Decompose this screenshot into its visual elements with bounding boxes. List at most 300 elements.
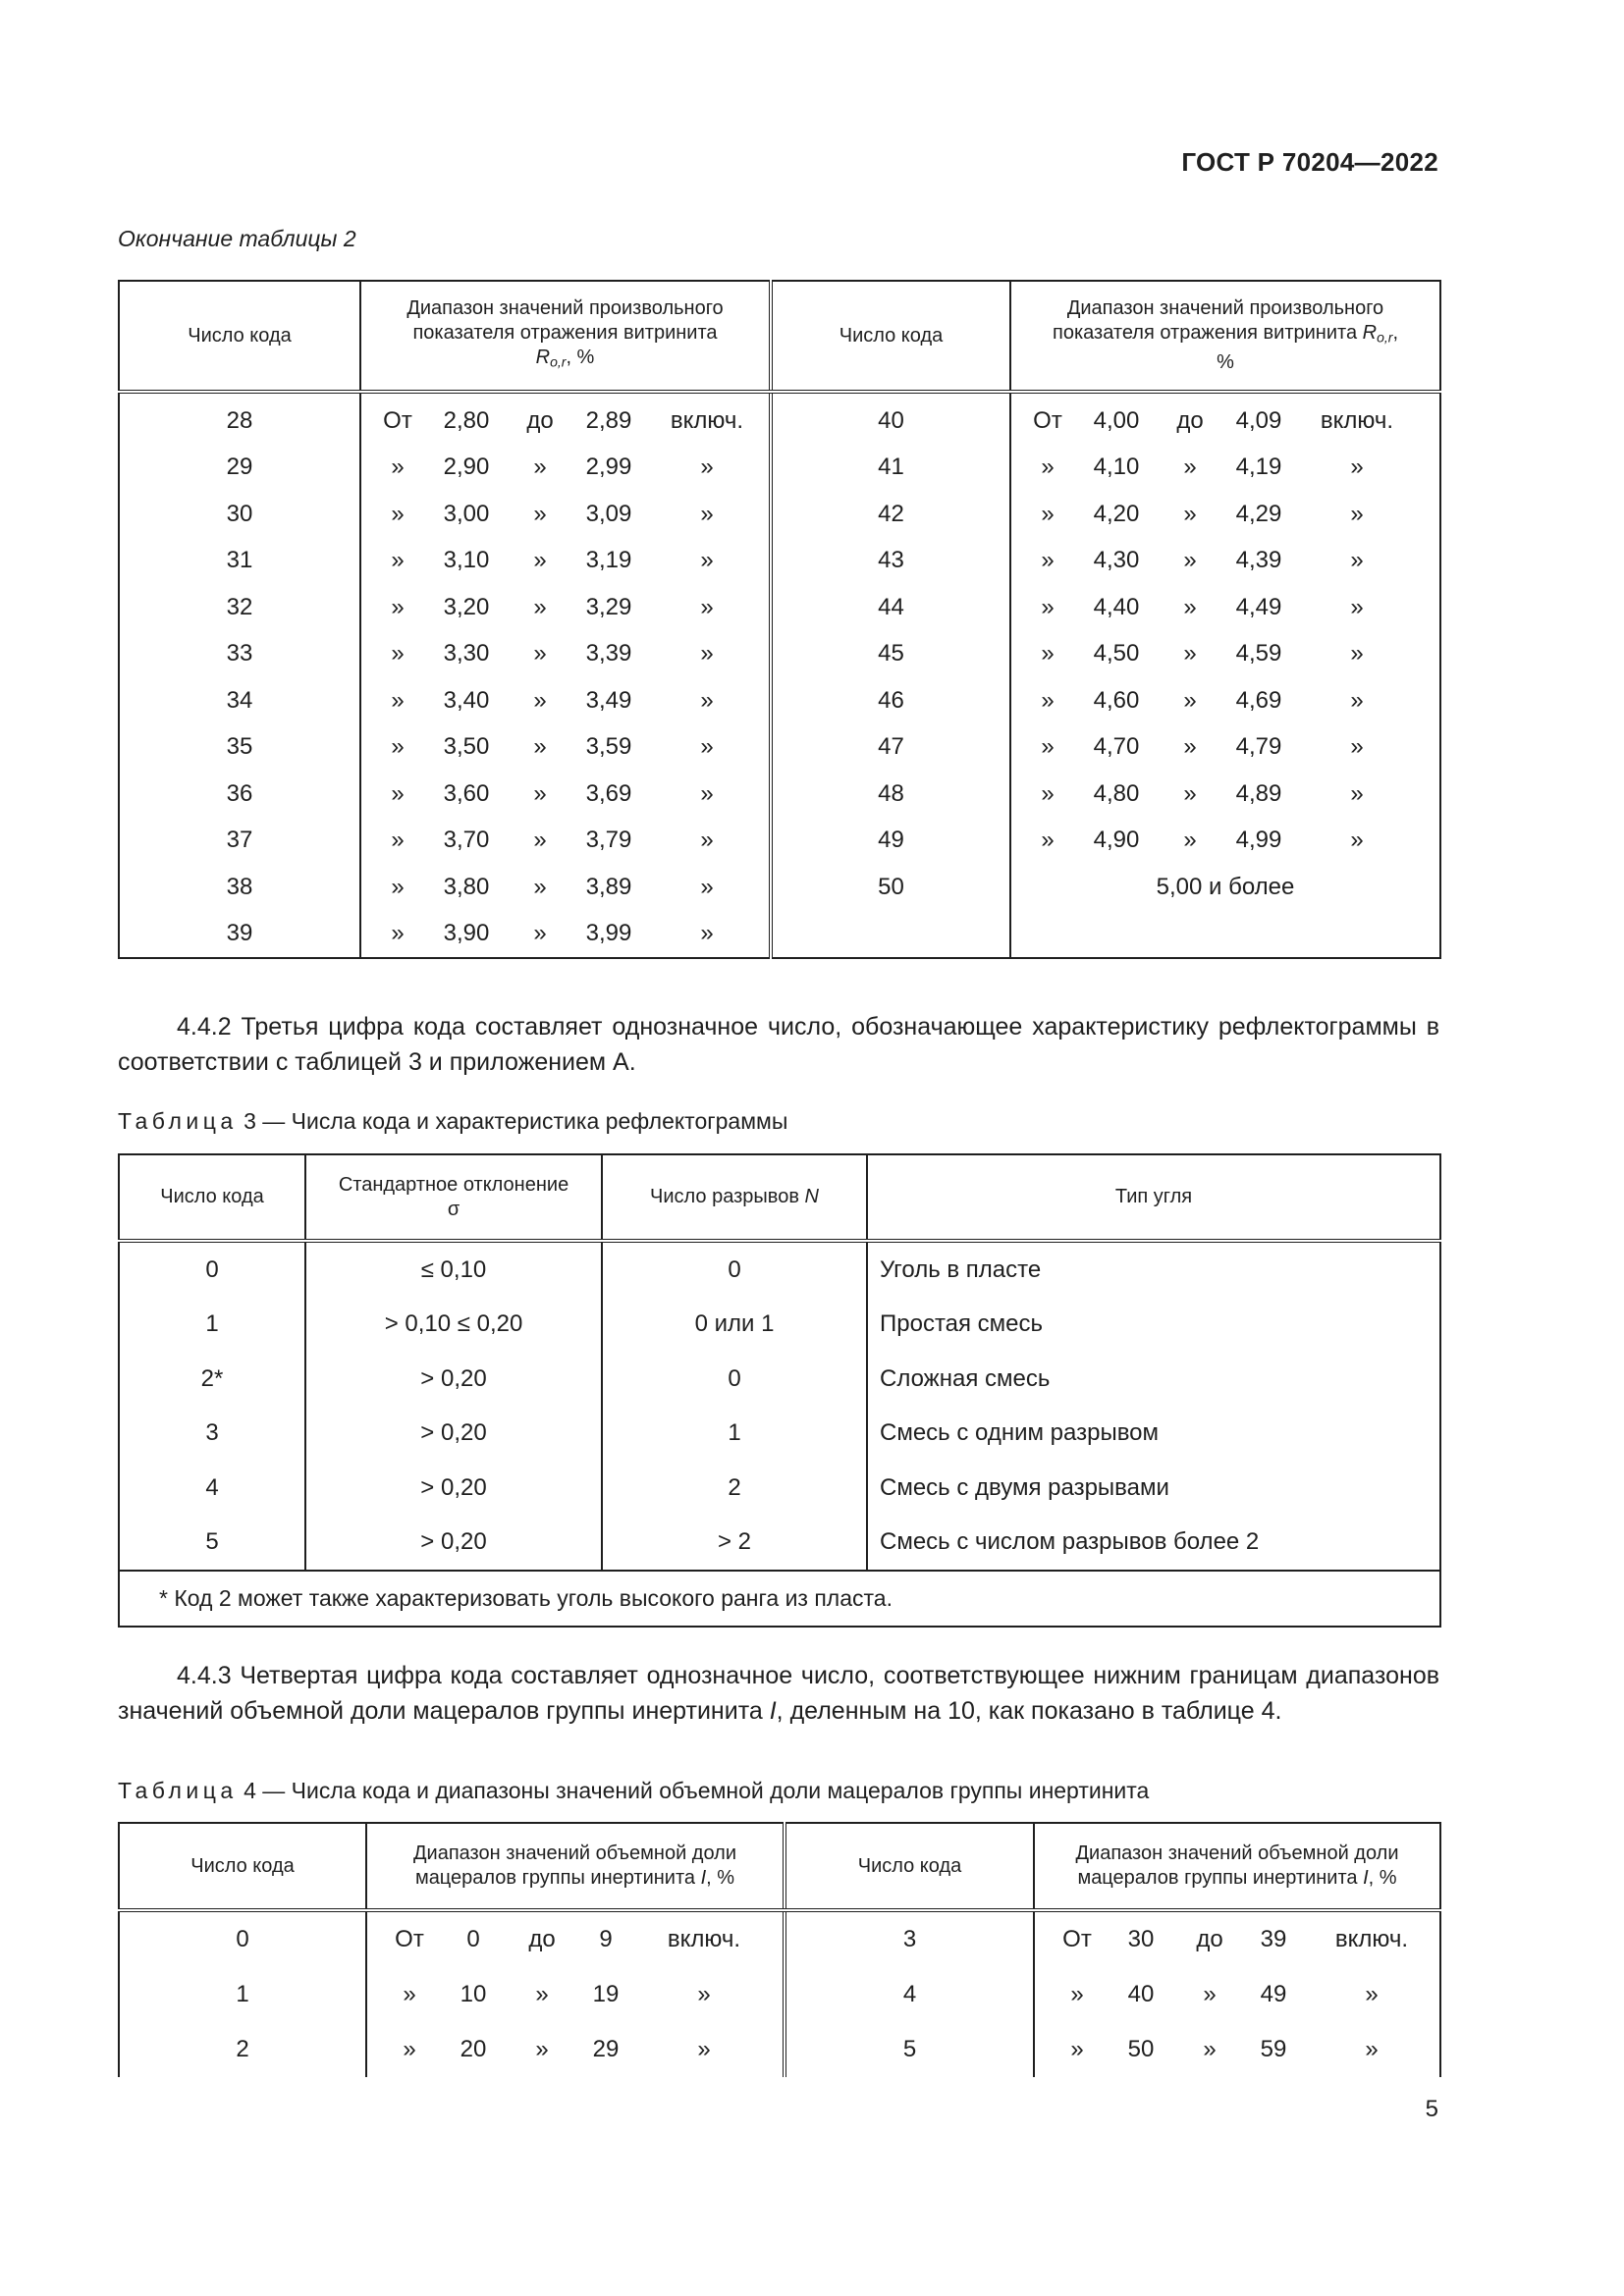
left-range-cell <box>360 392 771 445</box>
range-lo: 3,00 <box>443 500 490 527</box>
code-cell: 5 <box>205 1528 219 1556</box>
range-to: » <box>1183 454 1197 481</box>
code-cell: 35 <box>226 733 253 761</box>
left-range <box>361 454 769 481</box>
table-3-footnote: * Код 2 может также характеризовать уголь высокого ранга из пласта. <box>119 1571 1440 1627</box>
left-range-cell <box>360 677 771 724</box>
header-range-unit: , % <box>706 1867 735 1889</box>
code-cell: 39 <box>226 920 253 947</box>
code-cell: 0 <box>236 1926 249 1952</box>
range-lo: 3,20 <box>443 593 490 620</box>
code-cell-right: 41 <box>771 445 1010 492</box>
range-incl: включ. <box>667 1926 741 1952</box>
right-range <box>1035 1926 1439 1953</box>
range-to: » <box>1183 779 1197 807</box>
header-range-line1: Диапазон значений произвольного <box>406 297 724 320</box>
range-from: » <box>1070 1981 1084 2007</box>
gaps-cell: 1 <box>602 1407 867 1462</box>
left-range <box>361 687 769 715</box>
header-gaps-symbol: N <box>804 1186 819 1207</box>
right-range-cell <box>1034 1967 1440 2022</box>
right-range <box>1035 2036 1439 2063</box>
range-incl: » <box>700 779 714 807</box>
range-hi: 19 <box>592 1981 620 2007</box>
code-cell: 36 <box>226 779 253 807</box>
range-lo: 50 <box>1127 2036 1155 2062</box>
left-range <box>361 547 769 574</box>
range-to: » <box>1183 547 1197 574</box>
range-incl: » <box>697 1981 711 2007</box>
code-cell-right: 42 <box>771 491 1010 538</box>
coal-type-cell: Сложная смесь <box>867 1352 1440 1407</box>
left-range-cell <box>360 491 771 538</box>
range-incl: » <box>697 2036 711 2062</box>
table-row <box>119 2022 1440 2077</box>
range-lo: 4,60 <box>1093 686 1140 714</box>
header-range-right-line1: Диапазон значений произвольного <box>1066 297 1384 320</box>
left-range-cell <box>366 1967 785 2022</box>
table-row <box>119 1241 1440 1298</box>
gaps-cell: 0 <box>602 1241 867 1298</box>
table-row <box>119 911 1440 959</box>
right-range-cell <box>1010 584 1440 631</box>
range-hi: 4,89 <box>1235 779 1282 807</box>
code-cell-right: 5 <box>785 2022 1034 2077</box>
std-dev-cell: > 0,20 <box>305 1461 602 1516</box>
left-range-cell <box>360 911 771 959</box>
right-range-cell <box>1010 677 1440 724</box>
table-3-caption <box>118 1108 787 1135</box>
range-hi: 2,99 <box>585 454 632 481</box>
range-from: От <box>1062 1926 1092 1952</box>
table-2 <box>118 280 1441 959</box>
table-row <box>119 864 1440 911</box>
range-incl: » <box>700 593 714 620</box>
range-from: » <box>1041 640 1055 667</box>
left-range-cell <box>366 1910 785 1967</box>
code-cell: 38 <box>226 873 253 900</box>
range-lo: 3,40 <box>443 686 490 714</box>
header-range-right-line2 <box>1011 321 1439 350</box>
range-to: » <box>535 2036 549 2062</box>
left-range-cell <box>360 584 771 631</box>
range-lo: 4,30 <box>1093 547 1140 574</box>
paragraph-4-4-3-text: 4.4.3 Четвертая цифра кода составляет однозначное число, соответствующее нижним границам диапазонов значений объемной доли мацералов группы инертинита <box>118 1662 1439 1725</box>
left-range-cell <box>360 631 771 678</box>
inertinite-symbol: I <box>769 1697 777 1725</box>
range-to: до <box>528 1926 556 1952</box>
header-range-right-line1: Диапазон значений объемной доли <box>1075 1842 1399 1864</box>
range-hi: 4,09 <box>1235 406 1282 434</box>
reflectance-subscript: o,r <box>550 353 567 370</box>
range-lo: 4,80 <box>1093 779 1140 807</box>
range-hi: 29 <box>592 2036 620 2062</box>
header-range-right-text: мацералов группы инертинита <box>1077 1867 1358 1889</box>
header-code: Число кода <box>119 281 360 392</box>
coal-type-cell: Простая смесь <box>867 1298 1440 1353</box>
coal-type-cell: Смесь с одним разрывом <box>867 1407 1440 1462</box>
range-incl: » <box>700 827 714 854</box>
gaps-cell: 0 <box>602 1352 867 1407</box>
right-range-cell <box>1010 724 1440 772</box>
right-range-cell <box>1034 1910 1440 1967</box>
range-to: » <box>1183 593 1197 620</box>
right-range <box>1011 640 1439 667</box>
range-from: » <box>1041 827 1055 854</box>
range-hi: 4,49 <box>1235 593 1282 620</box>
code-cell: 37 <box>226 827 253 854</box>
std-dev-cell: > 0,10 ≤ 0,20 <box>305 1298 602 1353</box>
range-to: » <box>1183 500 1197 527</box>
range-incl: » <box>1350 640 1364 667</box>
code-cell-right <box>771 911 1010 959</box>
table-3-caption-word: Таблица <box>118 1108 238 1134</box>
range-incl: » <box>700 500 714 527</box>
table-4-caption <box>118 1778 1149 1804</box>
range-lo: 4,20 <box>1093 500 1140 527</box>
range-hi: 4,69 <box>1235 686 1282 714</box>
range-lo: 3,70 <box>443 827 490 854</box>
coal-type-cell: Уголь в пласте <box>867 1241 1440 1298</box>
range-incl: » <box>700 454 714 481</box>
right-range <box>1011 687 1439 715</box>
range-to: до <box>526 406 554 434</box>
code-cell: 2* <box>200 1364 224 1392</box>
paragraph-4-4-3-tail: , деленным на 10, как показано в таблице 4. <box>776 1697 1282 1725</box>
range-from: » <box>1041 454 1055 481</box>
range-to: » <box>533 733 547 761</box>
table-footnote-row <box>119 1571 1440 1627</box>
inertinite-symbol: I <box>1363 1867 1369 1889</box>
code-cell-right: 3 <box>785 1910 1034 1967</box>
range-to: » <box>533 779 547 807</box>
range-to: » <box>533 686 547 714</box>
header-code-right: Число кода <box>785 1823 1034 1910</box>
table-row <box>119 1298 1440 1353</box>
code-cell: 34 <box>226 686 253 714</box>
table-header-row <box>119 281 1440 392</box>
code-cell: 28 <box>226 406 253 434</box>
code-cell-right: 40 <box>771 392 1010 445</box>
range-from: » <box>1070 2036 1084 2062</box>
left-range-cell <box>360 771 771 818</box>
range-hi: 4,79 <box>1235 733 1282 761</box>
header-std-dev-symbol: σ <box>447 1198 460 1220</box>
header-range-line3 <box>361 346 769 375</box>
paragraph-4-4-2 <box>118 1009 1439 1080</box>
range-from: » <box>391 873 405 900</box>
code-cell-right: 50 <box>771 864 1010 911</box>
range-hi: 3,89 <box>585 873 632 900</box>
range-from: » <box>391 547 405 574</box>
left-range <box>367 1926 783 1953</box>
header-range-unit: , % <box>566 347 595 369</box>
table-row <box>119 445 1440 492</box>
range-hi: 3,49 <box>585 686 632 714</box>
table-3 <box>118 1153 1441 1628</box>
header-range-right-line2 <box>1035 1866 1439 1891</box>
range-to: до <box>1196 1926 1223 1952</box>
code-cell-right: 45 <box>771 631 1010 678</box>
range-incl: включ. <box>670 406 744 434</box>
range-hi: 4,19 <box>1235 454 1282 481</box>
range-incl: » <box>1350 593 1364 620</box>
right-range-cell <box>1010 392 1440 445</box>
table-3-caption-text: 3 — Числа кода и характеристика рефлектограммы <box>244 1108 788 1134</box>
left-range <box>361 874 769 901</box>
range-incl: » <box>1350 547 1364 574</box>
code-cell: 2 <box>236 2036 249 2062</box>
header-coal-type: Тип угля <box>867 1154 1440 1241</box>
right-range-cell <box>1010 818 1440 865</box>
right-range <box>1011 547 1439 574</box>
range-lo: 4,50 <box>1093 640 1140 667</box>
range-lo: 30 <box>1127 1926 1155 1952</box>
right-range <box>1011 454 1439 481</box>
left-range <box>361 594 769 621</box>
header-gaps-text: Число разрывов <box>650 1186 799 1207</box>
table-row <box>119 724 1440 772</box>
header-code: Число кода <box>119 1154 305 1241</box>
range-lo: 4,10 <box>1093 454 1140 481</box>
range-to: » <box>533 547 547 574</box>
left-range <box>361 920 769 947</box>
range-from: » <box>391 640 405 667</box>
range-lo: 4,70 <box>1093 733 1140 761</box>
range-to: » <box>533 593 547 620</box>
range-lo: 20 <box>460 2036 487 2062</box>
std-dev-cell: > 0,20 <box>305 1352 602 1407</box>
std-dev-cell: > 0,20 <box>305 1516 602 1572</box>
code-cell: 32 <box>226 593 253 620</box>
range-to: » <box>1183 640 1197 667</box>
range-hi: 3,09 <box>585 500 632 527</box>
right-range <box>1035 1981 1439 2008</box>
code-cell-right: 46 <box>771 677 1010 724</box>
range-hi: 3,79 <box>585 827 632 854</box>
table-row <box>119 1910 1440 1967</box>
code-cell: 0 <box>205 1255 219 1283</box>
range-lo: 4,90 <box>1093 827 1140 854</box>
header-range-right-comma: , <box>1392 322 1398 345</box>
table-row <box>119 818 1440 865</box>
range-from: » <box>391 920 405 947</box>
range-hi: 49 <box>1260 1981 1287 2007</box>
right-range-cell <box>1010 491 1440 538</box>
right-range <box>1011 594 1439 621</box>
range-lo: 40 <box>1127 1981 1155 2007</box>
std-dev-cell: ≤ 0,10 <box>305 1241 602 1298</box>
table-row <box>119 631 1440 678</box>
left-range <box>367 2036 783 2063</box>
range-incl: включ. <box>1334 1926 1409 1952</box>
range-hi: 3,59 <box>585 733 632 761</box>
range-to: » <box>535 1981 549 2007</box>
range-incl: » <box>1350 733 1364 761</box>
header-range-right-text: показателя отражения витринита <box>1053 322 1358 345</box>
table-row <box>119 1461 1440 1516</box>
range-from: » <box>1041 779 1055 807</box>
header-std-dev-line1: Стандартное отклонение <box>338 1173 569 1196</box>
range-to: » <box>533 873 547 900</box>
code-cell: 30 <box>226 500 253 527</box>
header-std-dev <box>305 1154 602 1241</box>
table-4 <box>118 1822 1441 2077</box>
range-to: » <box>533 640 547 667</box>
left-range-cell <box>360 864 771 911</box>
right-range <box>1011 780 1439 808</box>
range-from: » <box>1041 593 1055 620</box>
left-range <box>361 827 769 854</box>
range-from: » <box>403 1981 416 2007</box>
range-from: » <box>391 593 405 620</box>
range-incl: » <box>700 920 714 947</box>
table-row <box>119 538 1440 585</box>
table-row <box>119 1407 1440 1462</box>
range-from: » <box>1041 547 1055 574</box>
range-to: » <box>1183 686 1197 714</box>
header-range <box>360 281 771 392</box>
header-range-line1: Диапазон значений объемной доли <box>412 1842 736 1864</box>
table-header-row <box>119 1154 1440 1241</box>
right-range <box>1011 501 1439 528</box>
gaps-cell: 2 <box>602 1461 867 1516</box>
gaps-cell: > 2 <box>602 1516 867 1572</box>
header-code-right: Число кода <box>771 281 1010 392</box>
range-to: » <box>1203 2036 1217 2062</box>
range-incl: » <box>700 733 714 761</box>
right-range <box>1011 407 1439 435</box>
range-from: » <box>391 686 405 714</box>
code-cell: 29 <box>226 454 253 481</box>
range-to: до <box>1176 406 1204 434</box>
range-lo: 3,90 <box>443 920 490 947</box>
header-range <box>366 1823 785 1910</box>
range-from: От <box>395 1926 424 1952</box>
range-hi: 3,19 <box>585 547 632 574</box>
range-from: » <box>391 733 405 761</box>
standard-designation: ГОСТ Р 70204—2022 <box>1181 147 1438 177</box>
left-range <box>361 501 769 528</box>
inertinite-symbol: I <box>700 1867 707 1889</box>
left-range <box>361 407 769 435</box>
range-hi: 3,39 <box>585 640 632 667</box>
code-cell: 1 <box>205 1310 219 1338</box>
table-row <box>119 1352 1440 1407</box>
code-cell-right: 43 <box>771 538 1010 585</box>
range-to: » <box>533 454 547 481</box>
range-lo: 3,10 <box>443 547 490 574</box>
range-incl: » <box>1365 2036 1379 2062</box>
range-hi: 3,69 <box>585 779 632 807</box>
gaps-cell: 0 или 1 <box>602 1298 867 1353</box>
range-lo: 2,80 <box>443 406 490 434</box>
right-range-cell <box>1010 631 1440 678</box>
header-range-right <box>1010 281 1440 392</box>
code-cell: 31 <box>226 547 253 574</box>
code-cell: 4 <box>205 1473 219 1501</box>
code-cell-right: 47 <box>771 724 1010 772</box>
left-range <box>361 780 769 808</box>
left-range-cell <box>360 724 771 772</box>
range-from: » <box>1041 733 1055 761</box>
header-range-right-unit: , % <box>1368 1867 1397 1889</box>
range-to: » <box>1183 827 1197 854</box>
code-cell-right: 4 <box>785 1967 1034 2022</box>
table-header-row <box>119 1823 1440 1910</box>
coal-type-cell: Смесь с двумя разрывами <box>867 1461 1440 1516</box>
range-hi: 4,29 <box>1235 500 1282 527</box>
range-lo: 2,90 <box>443 454 490 481</box>
range-lo: 10 <box>460 1981 487 2007</box>
left-range-cell <box>360 538 771 585</box>
range-incl: » <box>700 640 714 667</box>
left-range <box>367 1981 783 2008</box>
range-hi: 3,99 <box>585 920 632 947</box>
range-hi: 9 <box>599 1926 613 1952</box>
range-incl: » <box>700 873 714 900</box>
range-to: » <box>533 827 547 854</box>
code-cell: 33 <box>226 640 253 667</box>
table-row <box>119 771 1440 818</box>
right-range-cell <box>1010 771 1440 818</box>
left-range-cell <box>360 818 771 865</box>
range-lo: 3,60 <box>443 779 490 807</box>
range-incl: » <box>700 547 714 574</box>
range-incl: » <box>1350 827 1364 854</box>
table-row <box>119 1967 1440 2022</box>
paragraph-4-4-2-text: 4.4.2 Третья цифра кода составляет однозначное число, обозначающее характеристику рефлектограммы в соответствии с таблицей 3 и приложением А. <box>118 1013 1439 1076</box>
header-range-line2 <box>367 1866 783 1891</box>
code-cell-right: 44 <box>771 584 1010 631</box>
code-cell-right: 48 <box>771 771 1010 818</box>
range-to: » <box>1203 1981 1217 2007</box>
header-code: Число кода <box>119 1823 366 1910</box>
range-to: » <box>533 500 547 527</box>
range-from: » <box>391 454 405 481</box>
reflectance-symbol: R <box>535 347 551 369</box>
range-hi: 39 <box>1260 1926 1287 1952</box>
empty-cell <box>1010 911 1440 959</box>
right-range <box>1011 733 1439 761</box>
table-row <box>119 491 1440 538</box>
reflectance-subscript: o,r <box>1377 329 1393 346</box>
right-range-cell <box>1010 538 1440 585</box>
header-range-right-line3: % <box>1217 350 1234 373</box>
table-row <box>119 1516 1440 1572</box>
range-incl: » <box>1365 1981 1379 2007</box>
right-range <box>1011 827 1439 854</box>
reflectance-symbol: R <box>1362 322 1378 345</box>
range-from: » <box>391 500 405 527</box>
range-incl: » <box>700 686 714 714</box>
range-hi: 3,29 <box>585 593 632 620</box>
range-full-cell: 5,00 и более <box>1010 864 1440 911</box>
range-from: От <box>1033 406 1062 434</box>
range-from: » <box>1041 500 1055 527</box>
range-hi: 4,39 <box>1235 547 1282 574</box>
range-lo: 4,40 <box>1093 593 1140 620</box>
page-number: 5 <box>1425 2096 1438 2122</box>
header-range-text: мацералов группы инертинита <box>414 1867 696 1889</box>
code-cell-right: 49 <box>771 818 1010 865</box>
range-hi: 4,99 <box>1235 827 1282 854</box>
range-lo: 4,00 <box>1093 406 1140 434</box>
range-incl: » <box>1350 686 1364 714</box>
header-range-right <box>1034 1823 1440 1910</box>
range-hi: 59 <box>1260 2036 1287 2062</box>
range-hi: 2,89 <box>585 406 632 434</box>
